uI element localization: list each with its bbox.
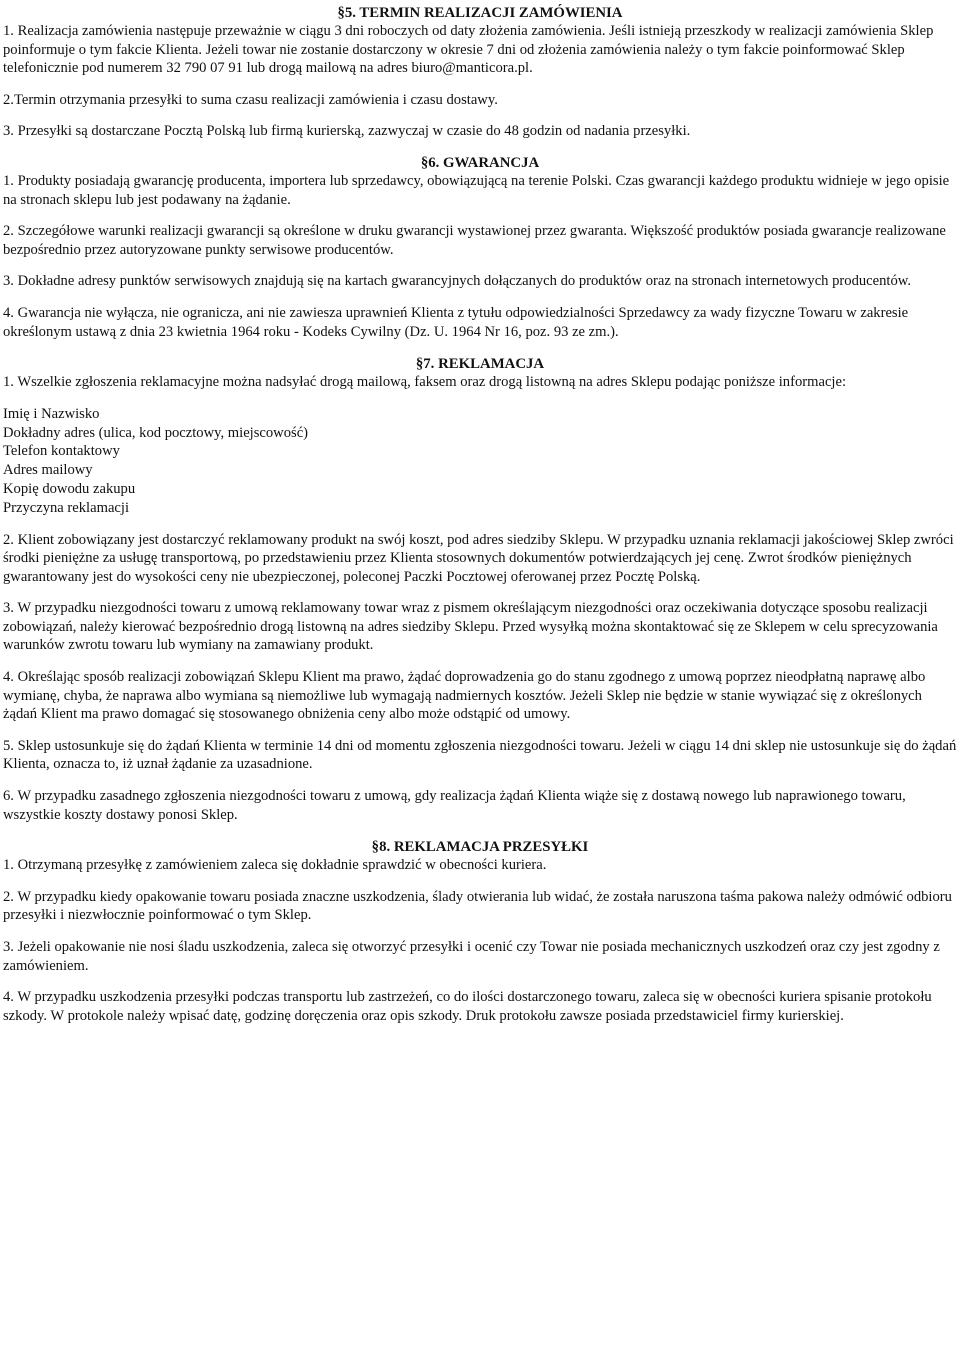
paragraph: 4. Określając sposób realizacji zobowiązań Sklepu Klient ma prawo, żądać doprowadzenia go do stanu zgodnego z umową poprzez nieodpłatną naprawę albo wymianę, chyba, że naprawa albo wymiana są niemożliwe lub wymagają nadmiernych kosztów. Jeżeli Sklep nie będzie w stanie wywiązać się z określonych żądań Klient ma prawo domagać się stosowanego obniżenia ceny albo może odstąpić od umowy. <box>3 669 926 723</box>
section-reklamacja <box>3 355 957 824</box>
section-title: §5. TERMIN REALIZACJI ZAMÓWIENIA <box>337 5 623 21</box>
paragraph: 1. Otrzymaną przesyłkę z zamówieniem zaleca się dokładnie sprawdzić w obecności kuriera. <box>3 857 547 874</box>
section-title: §6. GWARANCJA <box>420 154 540 171</box>
paragraph: 5. Sklep ustosunkuje się do żądań Klienta w terminie 14 dni od momentu zgłoszenia niezgodności towaru. Jeżeli w ciągu 14 dni sklep nie ustosunkuje się do żądań Klienta, oznacza to, iż uznał żądanie za uzasadnione. <box>3 737 957 773</box>
list-item: Przyczyna reklamacji <box>3 499 130 516</box>
paragraph: 3. Jeżeli opakowanie nie nosi śladu uszkodzenia, zaleca się otworzyć przesyłki i ocenić czy Towar nie posiada mechanicznych uszkodzeń oraz czy jest zgodny z zamówieniem. <box>3 939 940 974</box>
list-item: Adres mailowy <box>3 462 93 479</box>
section-termin-realizacji <box>3 4 957 141</box>
list-item: Dokładny adres (ulica, kod pocztowy, miejscowość) <box>3 424 309 441</box>
section-reklamacja-przesylki <box>3 838 957 1025</box>
paragraph: 6. W przypadku zasadnego zgłoszenia niezgodności towaru z umową, gdy realizacja żądań Klienta wiąże się z dostawą nowego lub naprawionego towaru, wszystkie koszty dostawy ponosi Sklep. <box>3 788 906 823</box>
paragraph: 2. Szczegółowe warunki realizacji gwarancji są określone w druku gwarancji wystawionej przez gwaranta. Większość produktów posiada gwarancje realizowane bezpośrednio przez autoryzowane punkty serwisowe producentów. <box>3 223 946 258</box>
paragraph: 4. Gwarancja nie wyłącza, nie ogranicza, ani nie zawiesza uprawnień Klienta z tytułu odpowiedzialności Sprzedawcy za wady fizyczne Towaru w zakresie określonym ustawą z dnia 23 kwietnia 1964 roku - Kodeks Cywilny (Dz. U. 1964 Nr 16, poz. 93 ze zm.). <box>3 304 909 340</box>
paragraph: 2.Termin otrzymania przesyłki to suma czasu realizacji zamówienia i czasu dostawy. <box>3 91 498 108</box>
list-item: Telefon kontaktowy <box>3 443 120 460</box>
paragraph: 2. Klient zobowiązany jest dostarczyć reklamowany produkt na swój koszt, pod adres siedziby Sklepu. W przypadku uznania reklamacji jakościowej Sklep zwróci środki pieniężne za usługę transportową, po przedstawieniu przez Klienta stosownych dokumentów potwierdzających jej cenę. Zwrot środków pieniężnych gwarantowany jest do wysokości ceny nie ubezpieczonej, poleconej Paczki Pocztowej oferowanej przez Pocztę Polską. <box>3 531 954 585</box>
paragraph: 1. Realizacja zamówienia następuje przeważnie w ciągu 3 dni roboczych od daty złożenia zamówienia. Jeśli istnieją przeszkody w realizacji zamówienia Sklep poinformuje o tym fakcie Klienta. Jeżeli towar nie zostanie dostarczony w okresie 7 dni od złożenia zamówienia należy o tym fakcie poinformować Sklep telefonicznie pod numerem 32 790 07 91 lub drogą mailową na adres biuro@manticora.pl. <box>3 23 934 77</box>
paragraph: 3. W przypadku niezgodności towaru z umową reklamowany towar wraz z pismem określającym niezgodności oraz oczekiwania dotyczące sposobu realizacji zobowiązań, należy kierować bezpośrednio drogą listowną na adres siedziby Sklepu. Przed wysyłką można skontaktować się ze Sklepem w celu sprecyzowania warunków zwrotu towaru lub wymiany na zamawiany produkt. <box>3 600 938 654</box>
paragraph: 3. Dokładne adresy punktów serwisowych znajdują się na kartach gwarancyjnych dołączanych do produktów oraz na stronach internetowych producentów. <box>3 273 912 290</box>
paragraph: 2. W przypadku kiedy opakowanie towaru posiada znaczne uszkodzenia, ślady otwierania lub widać, że została naruszona taśma pakowa należy odmówić odbioru przesyłki i niezwłocznie poinformować o tym Sklep. <box>3 888 952 924</box>
section-title: §8. REKLAMACJA PRZESYŁKI <box>371 839 589 856</box>
list-item: Imię i Nazwisko <box>3 405 100 422</box>
paragraph: 3. Przesyłki są dostarczane Pocztą Polską lub firmą kurierską, zazwyczaj w czasie do 48 godzin od nadania przesyłki. <box>3 123 691 140</box>
paragraph: 1. Produkty posiadają gwarancję producenta, importera lub sprzedawcy, obowiązującą na terenie Polski. Czas gwarancji każdego produktu widnieje w jego opisie na stronach sklepu lub jest podawany na żądanie. <box>3 172 950 208</box>
section-gwarancja <box>3 154 957 341</box>
required-info-list <box>3 405 957 518</box>
section-title: §7. REKLAMACJA <box>415 356 545 373</box>
list-item: Kopię dowodu zakupu <box>3 480 136 497</box>
paragraph: 1. Wszelkie zgłoszenia reklamacyjne można nadsyłać drogą mailową, faksem oraz drogą listowną na adres Sklepu podając poniższe informacje: <box>3 374 847 391</box>
paragraph: 4. W przypadku uszkodzenia przesyłki podczas transportu lub zastrzeżeń, co do ilości dostarczonego towaru, zaleca się w obecności kuriera spisanie protokołu szkody. W protokole należy wpisać datę, godzinę doręczenia oraz opis szkody. Druk protokołu zawsze posiada przedstawiciel firmy kurierskiej. <box>3 989 932 1024</box>
